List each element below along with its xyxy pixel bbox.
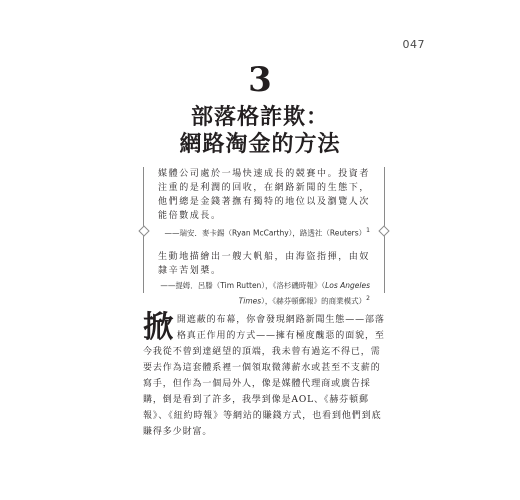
epigraph-1-text: 媒體公司處於一場快速成長的競賽中。投資者注重的是利潤的回收，在網路新聞的生態下，他們總是金錢著撫有獨特的地位以及瀏覽人次能倍數成長。: [158, 169, 371, 221]
chapter-title-line-1: 部落格詐欺：: [190, 105, 329, 130]
epigraph-2-source-b: ），《赫芬頓郵報》的商業模式）: [261, 296, 367, 305]
chapter-title-line-2: 網路淘金的方法: [179, 132, 341, 157]
epigraph-box: [143, 167, 385, 305]
epigraph-1-attribution: [158, 224, 370, 240]
drop-cap: 掀: [143, 310, 174, 345]
page-number: 047: [402, 38, 425, 51]
epigraph-1-note: 1: [366, 227, 370, 234]
epigraph-2-source-italic: Los Angeles Times: [238, 280, 370, 305]
body-text: 開遮蔽的布幕，你會發現網路新聞生態——部落格真正作用的方式——擁有極度醜惡的面貌，至今我從不曾到達絕望的頂端，我未曾有過迄不得已，需要去作為這套體系裡一個領取微薄薪水或甚至不支薪的寫手，但作為一個局外人，像是媒體代理商或廣告採購，倒是看到了許多，我學到像是AOL、《赫芬頓郵報》、《紐約時報》等網站的賺錢方式，也看到他們到底賺得多少財富。: [143, 315, 385, 437]
epigraph-1-source: ——瑞安．麥卡錫（Ryan McCarthy），路透社（Reuters）: [164, 228, 367, 238]
epigraph-2-note: 2: [366, 294, 370, 302]
epigraph-2-source-a: ——提姆．呂滕（Tim Rutten），《洛杉磯時報》（: [160, 280, 326, 290]
chapter-number: 3: [248, 60, 272, 100]
body-paragraph: [143, 312, 385, 440]
chapter-title: [0, 104, 520, 158]
epigraph-2-attribution: [158, 279, 370, 308]
epigraph-2-text: 生動地描繪出一艘大帆船，由海盜指揮，由奴隸辛苦划槳。: [158, 251, 371, 276]
